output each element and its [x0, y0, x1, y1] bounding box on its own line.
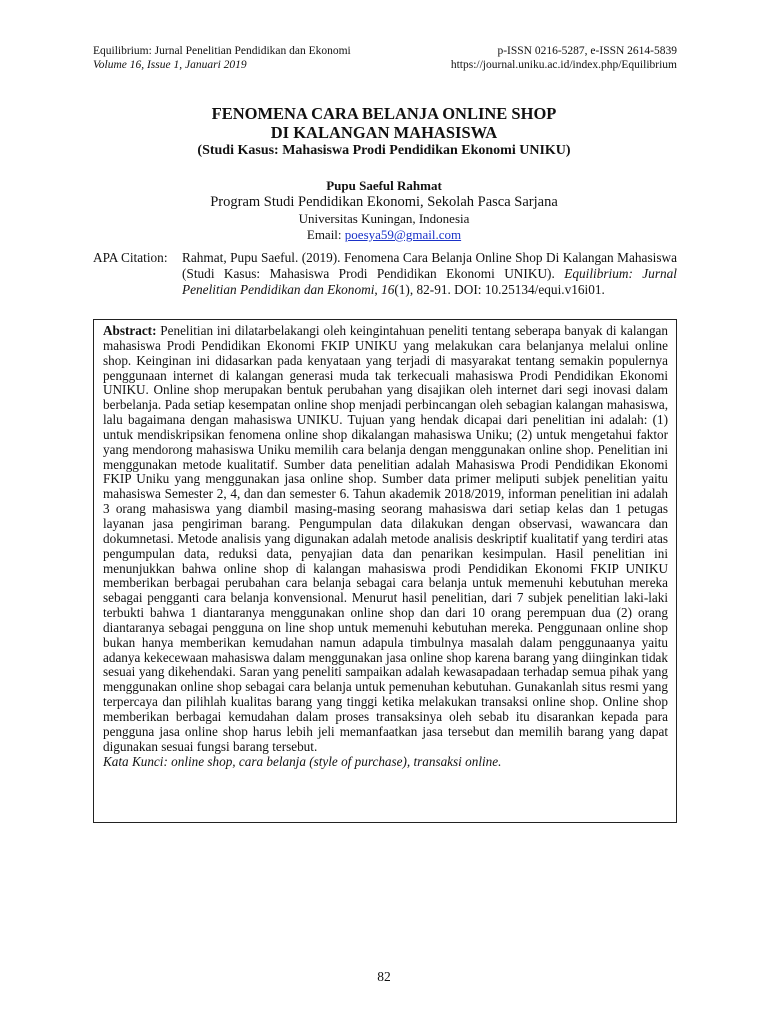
issn: p-ISSN 0216-5287, e-ISSN 2614-5839 — [497, 45, 677, 57]
author-university: Universitas Kuningan, Indonesia — [298, 211, 470, 226]
citation-text — [182, 250, 677, 298]
page-number: 82 — [377, 969, 391, 984]
citation-issue-pages: (1), 82-91. DOI: 10.25134/equi.v16i01. — [394, 282, 605, 297]
paper-title-line2: DI KALANGAN MAHASISWA — [270, 123, 498, 142]
citation-sep: , — [374, 282, 382, 297]
journal-url[interactable]: https://journal.uniku.ac.id/index.php/Equilibrium — [450, 59, 677, 71]
keywords: Kata Kunci: online shop, cara belanja (style of purchase), transaksi online. — [103, 754, 502, 770]
paper-title-line1: FENOMENA CARA BELANJA ONLINE SHOP — [211, 104, 557, 123]
running-header — [93, 44, 677, 72]
volume-issue: Volume 16, Issue 1, Januari 2019 — [93, 59, 247, 71]
email-label: Email: — [306, 227, 345, 242]
citation-main: Rahmat, Pupu Saeful. (2019). Fenomena Cara Belanja Online Shop Di Kalangan Mahasiswa (Studi Kasus: Mahasiswa Prodi Pendidikan Ekonomi UNIKU). — [182, 250, 677, 281]
author-program: Program Studi Pendidikan Ekonomi, Sekolah Pasca Sarjana — [210, 194, 558, 210]
citation-journal: Equilibrium: Jurnal Penelitian Pendidikan dan Ekonomi — [182, 266, 677, 297]
author-email-line — [0, 227, 768, 243]
apa-citation — [93, 250, 677, 298]
title-block — [0, 104, 768, 160]
abstract-paragraph — [103, 324, 668, 754]
paper-subtitle: (Studi Kasus: Mahasiswa Prodi Pendidikan Ekonomi UNIKU) — [197, 143, 571, 158]
abstract-box — [93, 319, 677, 823]
author-name: Pupu Saeful Rahmat — [326, 178, 442, 193]
abstract-label: Abstract: — [103, 323, 157, 338]
author-block — [0, 178, 768, 243]
email-link[interactable]: poesya59@gmail.com — [344, 227, 462, 242]
abstract-text: Penelitian ini dilatarbelakangi oleh keingintahuan peneliti tentang seberapa banyak di kalangan mahasiswa Prodi Pendidikan Ekonomi FKIP UNIKU yang melakukan cara belanjanya melalui online shop. Keinginan ini didasarkan pada kenyataan yang terjadi di masyarakat tentang semakin populernya penggunaan internet di kalangan generasi muda tak terkecuali mahasiswa Prodi Pendidikan Ekonomi UNIKU. Online shop merupakan bentuk perubahan yang disajikan oleh internet dari segi inovasi dalam berbelanja. Pada setiap kesempatan online shop menjadi perbincangan oleh sebagian kalangan mahasiswa, lalu bagaimana dengan mahasiswa UNIKU. Tujuan yang hendak dicapai dari penelitian ini adalah: (1) untuk mendiskripsikan fenomena online shop dikalangan mahasiswa Uniku; (2) untuk mengetahui faktor yang mendorong mahasiswa Uniku memilih cara belanja dengan menggunakan online shop. Penelitian ini menggunakan metode kualitatif. Sumber data penelitian adalah Mahasiswa Prodi Pendidikan Ekonomi FKIP Uniku yang menggunakan jasa online shop. Sumber data primer meliputi subjek penelitian yaitu mahasiswa Semester 2, 4, dan dan semester 6. Tahun akademik 2018/2019, informan penelitian ini adalah 3 orang mahasiswa yang diambil masing-masing seorang mahasiswa dari setiap kelas dan 1 petugas layanan jasa pengiriman barang. Pengumpulan data dilakukan dengan observasi, wawancara dan dokumnetasi. Metode analisis yang digunakan adalah metode analisis deskriptif kualitatif yang terdiri atas pengumpulan data, reduksi data, penyajian data dan penarikan kesimpulan. Hasil penelitian ini menunjukkan bahwa online shop di kalangan mahasiswa prodi Pendidikan Ekonomi FKIP UNIKU memberikan berbagai perubahan cara belanja sebagai cara belanja untuk memenuhi kebutuhan mereka sebagai pengganti cara belanja konvensional. Menurut hasil penelitian, dari 7 subjek penelitian laki-laki terbukti bahwa 1 diantaranya menggunakan online shop dan dari 10 orang perempuan dua (2) orang diantaranya sebagai pengguna on line shop untuk memenuhi kebutuhan mereka. Penggunaan online shop bukan hanya memberikan kemudahan namun adapula timbulnya masalah dalam penggunaanya yaitu adanya kekecewaan mahasiswa dalam menggunakan jasa online shop karena barang yang diinginkan tidak sesuai yang dikehendaki. Saran yang peneliti sampaikan adalah kewasapadaan terhadap semua pihak yang menggunakan online shop sebagai cara belanja untuk pemenuhan kebutuhan. Gunakanlah situs resmi yang terpercaya dan pilihlah kualitas barang yang tinggi ketika melakukan transaksi online shop. Online shop memberikan berbagai kemudahan dalam proses transaksinya oleh sebab itu disarankan kepada para pengguna jasa online shop harus lebih jeli memanfaatkan jasa tersebut dan memilih barang yang dapat digunakan sesuai fungsi barang tersebut. — [103, 323, 668, 754]
journal-name: Equilibrium: Jurnal Penelitian Pendidikan dan Ekonomi — [93, 45, 351, 57]
citation-label: APA Citation: — [93, 250, 168, 265]
citation-volume: 16 — [381, 282, 395, 297]
